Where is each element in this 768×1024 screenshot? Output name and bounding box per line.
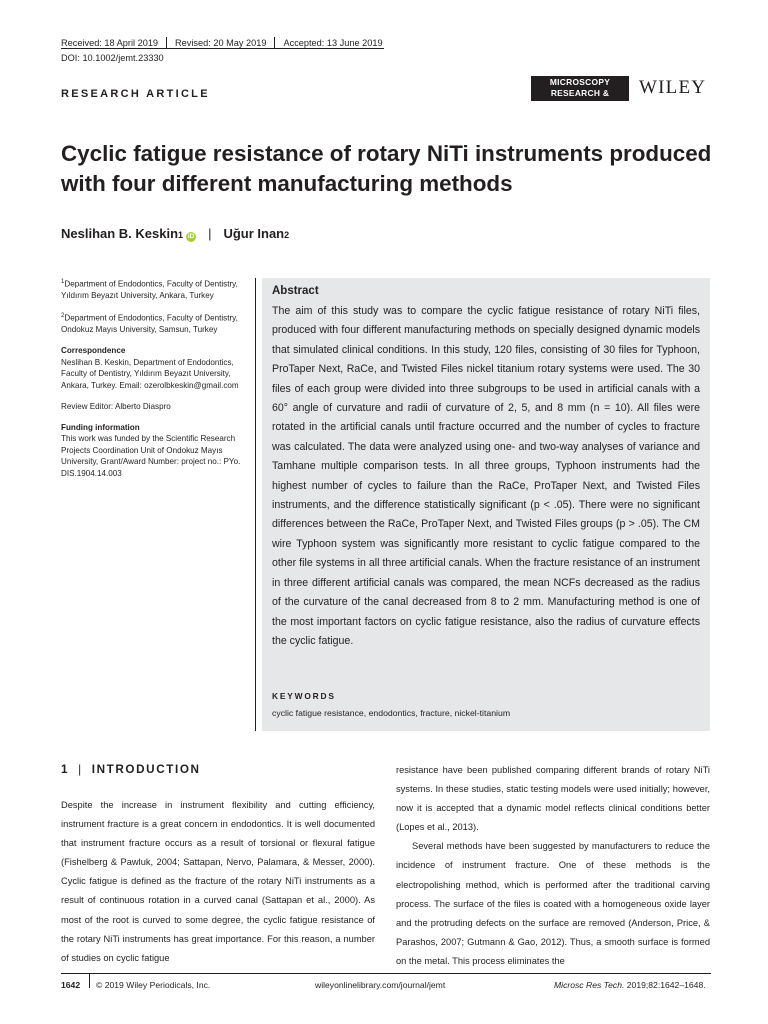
author-separator: | — [208, 226, 212, 241]
abstract-text: The aim of this study was to compare the cyclic fatigue resistance of rotary NiTi files, produced with four different manufacturing methods on specially designed dynamic models that simulated clinical conditions. In this study, 120 files, consisting of 30 files for Typhoon, ProTaper Next, RaCe, and Twisted Files nickel titanium rotary systems were used. The 30 files of each group were divided into three subgroups to be used in artificial canals with a 60° angle of curvature and radii of curvature of 2, 5, and 8 mm (n = 10). All files were rotated in the artificial canals until fracture occurred and the number of cycles to fracture was calculated. The data were analyzed using one- and two-way analyses of variance and Tamhane multiple comparison tests. In all three groups, Typhoon instruments had the highest number of cycles to failure than the RaCe, ProTaper Next, and Twisted Files instruments, and the difference statistically significant (p < .05). There were no significant differences between the RaCe, ProTaper Next, and Twisted Files groups (p > .05). The CM wire Typhoon system was significantly more resistant to cyclic fatigue compared to the other file systems in all three artificial canals. When the fracture resistance of an instrument in three different artificial canals was compared, the mean NCFs decreased as the radius of the curvature of the canal decreased from 8 to 2 mm. Manufacturing method is one of the most important factors on cyclic fatigue resistance, also the radius of curvature effects the cyclic fatigue. — [272, 305, 700, 647]
accepted-date: Accepted: 13 June 2019 — [274, 37, 390, 49]
affiliation-text: Department of Endodontics, Faculty of Dentistry, Ondokuz Mayıs University, Samsun, Turkey — [61, 313, 238, 335]
affiliation-number: 2 — [61, 313, 65, 320]
journal-url[interactable]: wileyonlinelibrary.com/journal/jemt — [315, 980, 446, 990]
author-list — [61, 226, 289, 242]
doi[interactable]: DOI: 10.1002/jemt.23330 — [61, 53, 164, 63]
author-affil-number: 1 — [178, 230, 184, 240]
section-heading: 1 | INTRODUCTION — [61, 763, 201, 776]
affiliation — [61, 277, 253, 302]
revised-date: Revised: 20 May 2019 — [166, 37, 274, 49]
section-number: 1 — [61, 763, 70, 776]
received-date: Received: 18 April 2019 — [61, 38, 159, 48]
article-title: Cyclic fatigue resistance of rotary NiTi instruments produced with four different manufacturing methods — [61, 141, 712, 196]
orcid-icon[interactable]: iD — [187, 233, 195, 240]
body-column-right — [396, 761, 710, 971]
journal-logo-line1: MICROSCOPY — [549, 77, 611, 87]
correspondence-text: Neslihan B. Keskin, Department of Endodontics, Faculty of Dentistry, Yıldırım Beyazıt University, Ankara, Turkey. Email: ozerolbkeskin@gmail.com — [61, 357, 239, 390]
header-rule — [61, 48, 384, 49]
author-name[interactable]: Neslihan B. Keskin — [61, 226, 179, 241]
column-divider — [255, 278, 256, 731]
publisher-logo: WILEY — [639, 77, 707, 98]
footer-divider — [89, 973, 90, 988]
page-number: 1642 — [61, 980, 81, 990]
citation-details: 2019;82:1642–1648. — [624, 980, 706, 990]
body-column-left — [61, 796, 375, 968]
keywords-heading: KEYWORDS — [272, 691, 336, 701]
correspondence-heading: Correspondence — [61, 346, 126, 356]
journal-logo — [531, 76, 629, 109]
funding-heading: Funding information — [61, 422, 140, 432]
citation — [554, 980, 706, 990]
affiliation-number: 1 — [61, 279, 65, 285]
article-info-column — [61, 277, 253, 489]
affiliation — [61, 311, 253, 336]
body-paragraph: Despite the increase in instrument flexibility and cutting efficiency, instrument fracture is a great concern in endodontics. It is well documented that instrument fracture occurs as a result of torsional or flexural fatigue (Fishelberg & Pawluk, 2004; Sattapan, Nervo, Palamara, & Messer, 2000). Cyclic fatigue is defined as the fracture of the rotary NiTi instruments as a result of continuous rotation in a curved canal (Sattapan et al., 2000). As most of the root is curved to some degree, the cyclic fatigue resistance of the rotary NiTi instruments has great importance. For this reason, a number of studies on cyclic fatigue — [61, 800, 375, 963]
article-type: RESEARCH ARTICLE — [61, 88, 210, 100]
affiliation-text: Department of Endodontics, Faculty of Dentistry, Yıldırım Beyazıt University, Ankara, Turkey — [61, 279, 238, 301]
review-editor: Review Editor: Alberto Diaspro — [61, 401, 171, 411]
journal-logo-line2: RESEARCH & TECHNIQUE — [550, 88, 610, 109]
funding-text: This work was funded by the Scientific Research Projects Coordination Unit of Ondokuz Mayıs University, Grant/Award Number: project no.: PYo. DIS.1904.14.003 — [61, 434, 241, 478]
section-title: INTRODUCTION — [91, 763, 201, 776]
author-affil-number: 2 — [284, 230, 290, 240]
copyright: © 2019 Wiley Periodicals, Inc. — [96, 980, 211, 990]
author-name[interactable]: Uğur Inan — [223, 226, 285, 241]
footer-rule — [61, 973, 711, 974]
keywords-text: cyclic fatigue resistance, endodontics, fracture, nickel-titanium — [272, 708, 511, 718]
abstract-heading: Abstract — [272, 285, 319, 297]
body-paragraph: resistance have been published comparing different brands of rotary NiTi systems. In these studies, static testing models were used initially; however, now it is accepted that a dynamic model reflects clinical conditions better (Lopes et al., 2013). — [396, 765, 710, 833]
body-paragraph: Several methods have been suggested by manufacturers to reduce the incidence of instrument fracture. One of these methods is the electropolishing method, which is performed after the traditional carving process. The surface of the files is coated with a homogeneous oxide layer and the protruding defects on the surface are removed (Anderson, Price, & Parashos, 2007; Gutmann & Gao, 2012). Thus, a smooth surface is formed on the metal. This process eliminates the — [396, 841, 710, 966]
citation-journal: Microsc Res Tech. — [554, 980, 625, 990]
